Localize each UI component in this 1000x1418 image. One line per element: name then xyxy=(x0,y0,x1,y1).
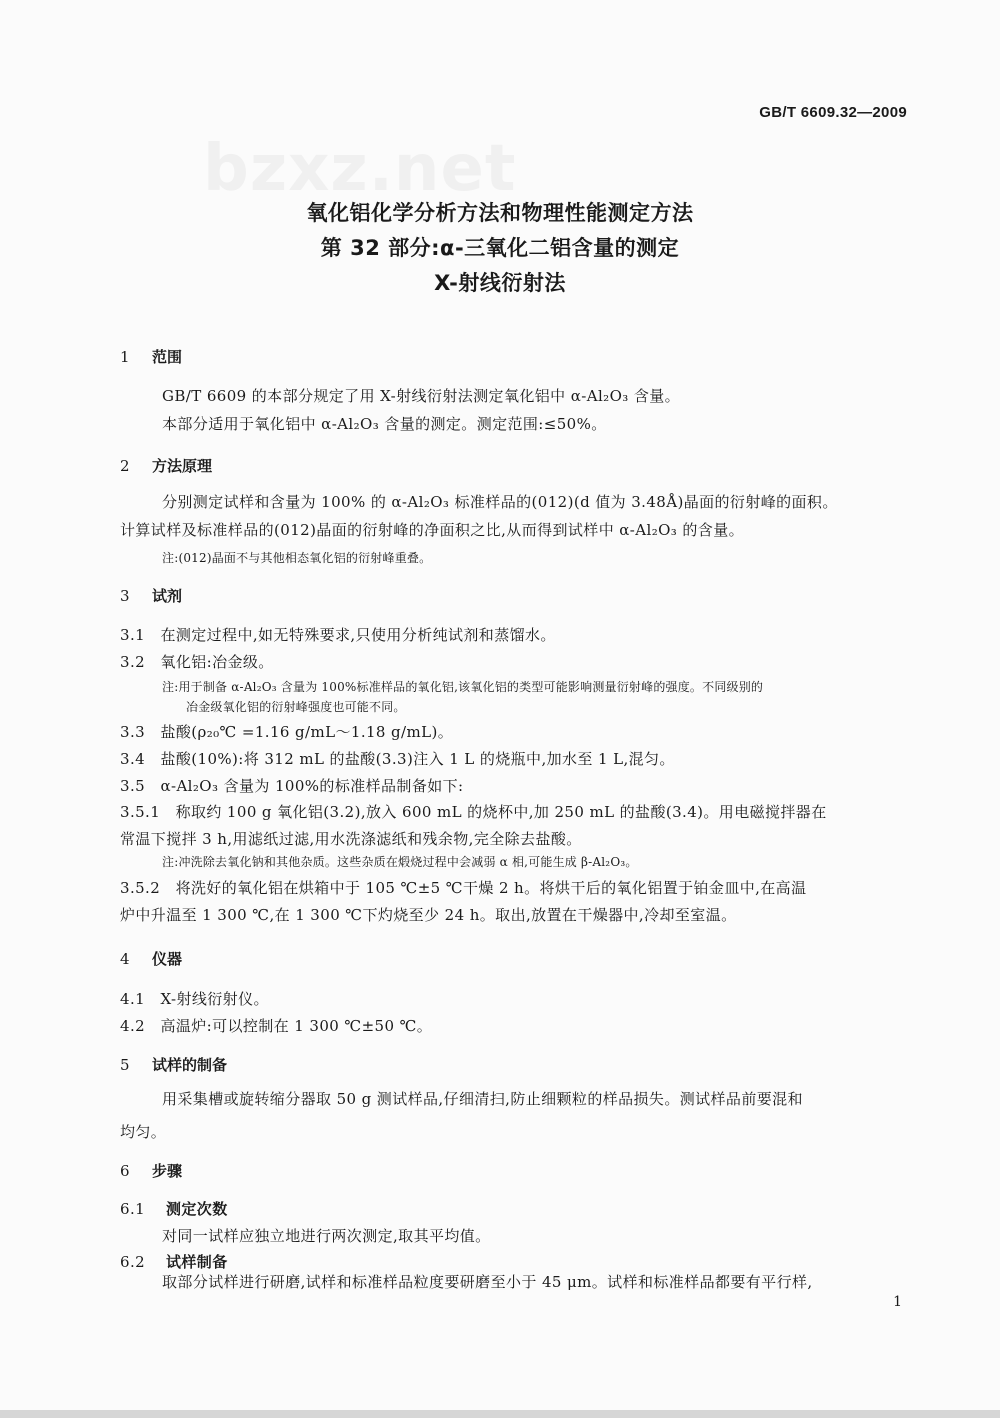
note-3-5-1: 注:冲洗除去氧化钠和其他杂质。这些杂质在煅烧过程中会减弱 α 相,可能生成 β-Al₂O₃。 xyxy=(162,855,638,869)
section-1-number: 1 xyxy=(120,348,130,366)
section-6-title: 步骤 xyxy=(152,1162,183,1180)
section-3-heading xyxy=(120,585,182,606)
item-4-2: 4.2 高温炉:可以控制在 1 300 ℃±50 ℃。 xyxy=(120,1017,433,1035)
section-5-para-line-1: 用采集槽或旋转缩分器取 50 g 测试样品,仔细清扫,防止细颗粒的样品损失。测试样品前要混和 xyxy=(162,1090,803,1108)
title-line-1: 氧化铝化学分析方法和物理性能测定方法 xyxy=(306,201,694,225)
item-6-2-number: 6.2 xyxy=(120,1253,146,1271)
section-4-heading xyxy=(120,948,182,969)
section-6-heading xyxy=(120,1160,182,1181)
item-4-1: 4.1 X-射线衍射仪。 xyxy=(120,990,269,1008)
item-6-2-text: 取部分试样进行研磨,试样和标准样品粒度要研磨至小于 45 μm。试样和标准样品都要有平行样, xyxy=(162,1273,813,1291)
section-5-number: 5 xyxy=(120,1056,130,1074)
item-6-1-number: 6.1 xyxy=(120,1200,146,1218)
section-2-number: 2 xyxy=(120,457,130,475)
item-3-5-1-line-1: 3.5.1 称取约 100 g 氧化铝(3.2),放入 600 mL 的烧杯中,加 250 mL 的盐酸(3.4)。用电磁搅拌器在 xyxy=(120,803,827,821)
item-3-5: 3.5 α-Al₂O₃ 含量为 100%的标准样品制备如下: xyxy=(120,777,464,795)
section-1-heading xyxy=(120,346,182,367)
page-number: 1 xyxy=(893,1294,902,1310)
item-6-1-text: 对同一试样应独立地进行两次测定,取其平均值。 xyxy=(162,1227,491,1245)
section-1-para-2: 本部分适用于氧化铝中 α-Al₂O₃ 含量的测定。测定范围:≤50%。 xyxy=(162,415,607,433)
item-6-2 xyxy=(120,1251,228,1272)
standard-id: GB/T 6609.32—2009 xyxy=(759,104,907,121)
item-6-2-title: 试样制备 xyxy=(166,1253,228,1271)
section-2-note: 注:(012)晶面不与其他相态氧化铝的衍射峰重叠。 xyxy=(162,551,432,565)
section-5-heading xyxy=(120,1054,227,1075)
watermark: bzxz.net xyxy=(203,132,517,206)
section-2-title: 方法原理 xyxy=(152,457,213,475)
section-2-heading xyxy=(120,455,212,476)
section-4-title: 仪器 xyxy=(152,950,183,968)
section-2-para-line-2: 计算试样及标准样品的(012)晶面的衍射峰的净面积之比,从而得到试样中 α-Al₂O₃ 的含量。 xyxy=(120,521,744,539)
section-3-number: 3 xyxy=(120,587,130,605)
section-1-para-1: GB/T 6609 的本部分规定了用 X-射线衍射法测定氧化铝中 α-Al₂O₃ 含量。 xyxy=(162,387,681,405)
note-3-2-line-2: 冶金级氧化铝的衍射峰强度也可能不同。 xyxy=(186,700,406,714)
item-3-2: 3.2 氧化铝:冶金级。 xyxy=(120,653,274,671)
item-3-3: 3.3 盐酸(ρ₂₀℃ =1.16 g/mL～1.18 g/mL)。 xyxy=(120,723,454,741)
item-6-1-title: 测定次数 xyxy=(166,1200,228,1218)
section-3-title: 试剂 xyxy=(152,587,183,605)
page-bottom-edge xyxy=(0,1410,1000,1418)
section-4-number: 4 xyxy=(120,950,130,968)
item-3-5-2-line-1: 3.5.2 将洗好的氧化铝在烘箱中于 105 ℃±5 ℃干燥 2 h。将烘干后的氧化铝置于铂金皿中,在高温 xyxy=(120,879,807,897)
item-3-1: 3.1 在测定过程中,如无特殊要求,只使用分析纯试剂和蒸馏水。 xyxy=(120,626,556,644)
title-line-2: 第 32 部分:α-三氧化二铝含量的测定 xyxy=(320,236,680,260)
section-2-para-line-1: 分别测定试样和含量为 100% 的 α-Al₂O₃ 标准样品的(012)(d 值为 3.48Å)晶面的衍射峰的面积。 xyxy=(162,493,838,511)
item-3-5-1-line-2: 常温下搅拌 3 h,用滤纸过滤,用水洗涤滤纸和残余物,完全除去盐酸。 xyxy=(120,830,582,848)
note-3-2-line-1: 注:用于制备 α-Al₂O₃ 含量为 100%标准样品的氧化铝,该氧化铝的类型可能影响测量衍射峰的强度。不同级别的 xyxy=(162,680,764,694)
item-3-4: 3.4 盐酸(10%):将 312 mL 的盐酸(3.3)注入 1 L 的烧瓶中,加水至 1 L,混匀。 xyxy=(120,750,675,768)
item-6-1 xyxy=(120,1198,228,1219)
section-1-title: 范围 xyxy=(152,348,183,366)
section-5-para-line-2: 均匀。 xyxy=(120,1123,167,1141)
section-6-number: 6 xyxy=(120,1162,130,1180)
title-line-3: X-射线衍射法 xyxy=(434,271,566,295)
item-3-5-2-line-2: 炉中升温至 1 300 ℃,在 1 300 ℃下灼烧至少 24 h。取出,放置在干燥器中,冷却至室温。 xyxy=(120,906,737,924)
section-5-title: 试样的制备 xyxy=(152,1056,228,1074)
